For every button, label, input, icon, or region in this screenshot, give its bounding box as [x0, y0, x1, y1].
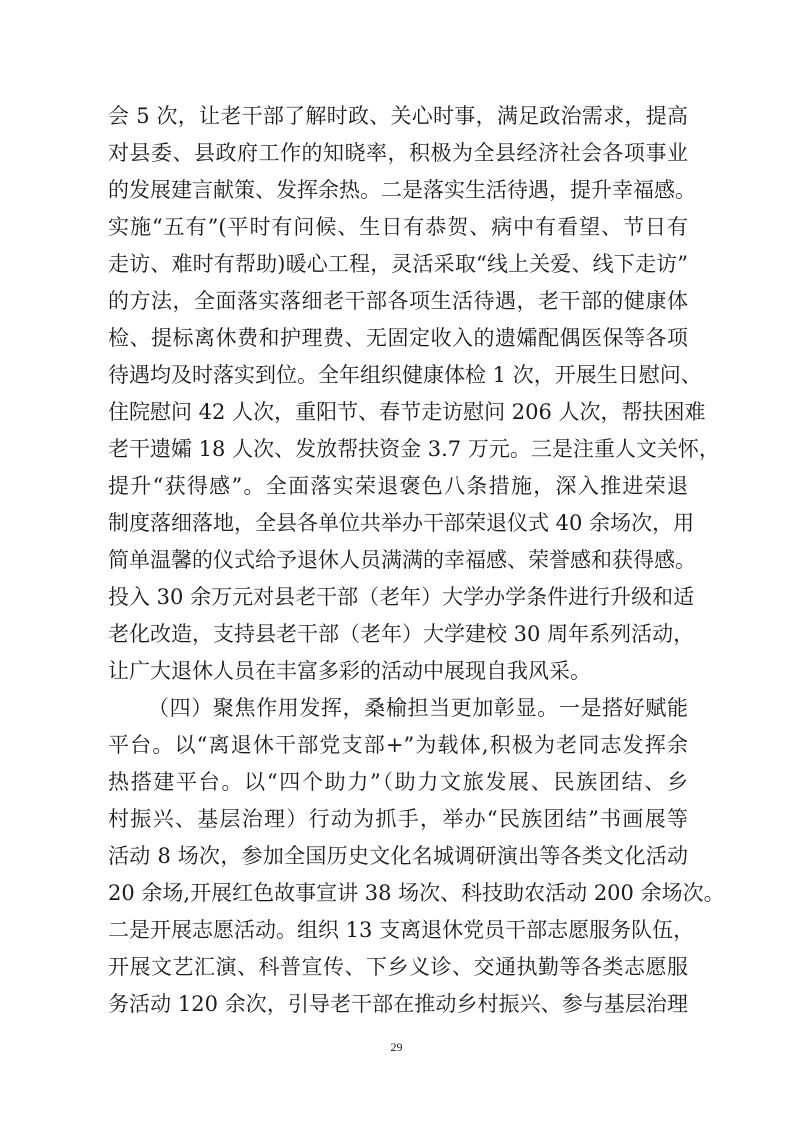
text-line: 平台。以“离退休干部党支部+”为载体,积极为老同志发挥余 — [108, 733, 688, 757]
text-line: 活动 8 场次，参加全国历史文化名城调研演出等各类文化活动 — [108, 844, 688, 868]
text-line: 热搭建平台。以“四个助力”（助力文旅发展、民族团结、乡 — [108, 770, 688, 794]
text-line: 村振兴、基层治理）行动为抓手，举办“民族团结”书画展等 — [108, 807, 688, 831]
text-line: 务活动 120 余次，引导老干部在推动乡村振兴、参与基层治理 — [108, 992, 688, 1016]
text-line: 老干遗孀 18 人次、发放帮扶资金 3.7 万元。三是注重人文关怀， — [108, 437, 720, 461]
text-line: 简单温馨的仪式给予退休人员满满的幸福感、荣誉感和获得感。 — [108, 548, 696, 572]
section-heading-line: （四）聚焦作用发挥，桑榆担当更加彰显。一是搭好赋能 — [148, 696, 688, 720]
text-line: 投入 30 余万元对县老干部（老年）大学办学条件进行升级和适 — [108, 585, 695, 609]
text-line: 的发展建言献策、发挥余热。二是落实生活待遇，提升幸福感。 — [108, 178, 696, 202]
text-line: 实施“五有”(平时有问候、生日有恭贺、病中有看望、节日有 — [108, 215, 688, 239]
page-number: 29 — [390, 1040, 403, 1054]
text-line: 走访、难时有帮助)暖心工程，灵活采取“线上关爱、线下走访” — [108, 252, 688, 276]
text-line: 对县委、县政府工作的知晓率，积极为全县经济社会各项事业 — [108, 141, 688, 165]
text-line: 会 5 次，让老干部了解时政、关心时事，满足政治需求，提高 — [108, 104, 688, 128]
text-line: 待遇均及时落实到位。全年组织健康体检 1 次，开展生日慰问、 — [108, 363, 702, 387]
text-line: 20 余场,开展红色故事宣讲 38 场次、科技助农活动 200 余场次。 — [108, 881, 725, 905]
text-line: 老化改造，支持县老干部（老年）大学建校 30 周年系列活动， — [108, 622, 695, 646]
text-line: 住院慰问 42 人次，重阳节、春节走访慰问 206 人次，帮扶困难 — [108, 400, 706, 424]
text-line: 制度落细落地，全县各单位共举办干部荣退仪式 40 余场次，用 — [108, 511, 695, 535]
text-line: 提升“获得感”。全面落实荣退褒色八条措施，深入推进荣退 — [108, 474, 688, 498]
text-line: 检、提标离休费和护理费、无固定收入的遗孀配偶医保等各项 — [108, 326, 688, 350]
text-line: 二是开展志愿活动。组织 13 支离退休党员干部志愿服务队伍， — [108, 918, 695, 942]
body-text — [108, 98, 725, 1023]
text-line: 的方法，全面落实落细老干部各项生活待遇，老干部的健康体 — [108, 289, 688, 313]
text-line: 让广大退休人员在丰富多彩的活动中展现自我风采。 — [108, 659, 591, 683]
text-line: 开展文艺汇演、科普宣传、下乡义诊、交通执勤等各类志愿服 — [108, 955, 688, 979]
